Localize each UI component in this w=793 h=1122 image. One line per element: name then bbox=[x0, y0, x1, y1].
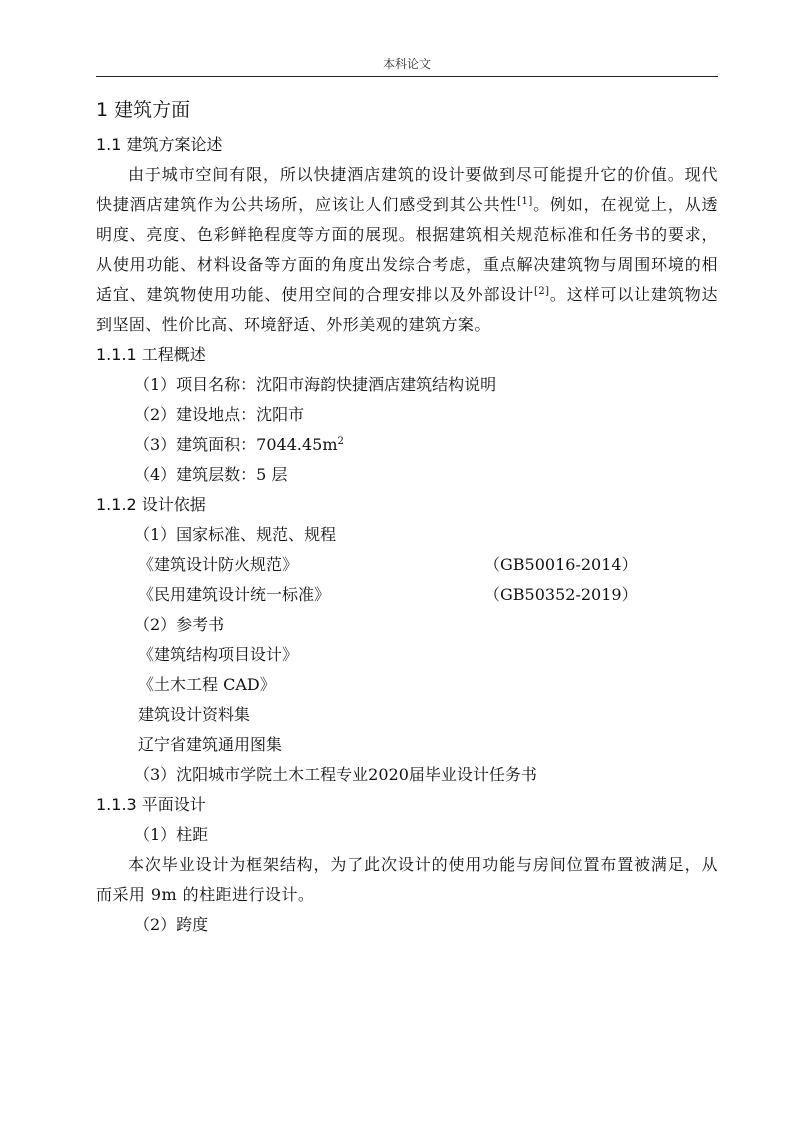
standard-row bbox=[96, 580, 718, 610]
list-item: （1）项目名称：沈阳市海韵快捷酒店建筑结构说明 bbox=[134, 375, 497, 394]
page-content bbox=[96, 90, 718, 940]
standard-name: 《建筑设计防火规范》 bbox=[138, 555, 299, 574]
paragraph-text: 由于城市空间有限，所以快捷酒店建筑的设计要做到尽可能提升它的价值。现代快捷酒店建筑作为公共场所，应该让人们感受到其公共性 bbox=[96, 165, 718, 214]
list-item bbox=[96, 430, 718, 460]
paragraph-text: 。这样可以让建筑物达到坚固、性价比高、环境舒适、外形美观的建筑方案。 bbox=[96, 285, 718, 334]
list-item: （1）国家标准、规范、规程 bbox=[134, 525, 337, 544]
citation-2: [2] bbox=[534, 286, 550, 297]
book-item: 辽宁省建筑通用图集 bbox=[138, 735, 283, 754]
section-heading-1: 1 建筑方面 bbox=[96, 99, 191, 121]
section-heading-1-1-2: 1.1.2 设计依据 bbox=[96, 495, 206, 514]
list-item: （1）柱距 bbox=[134, 825, 209, 844]
list-item: （3）沈阳城市学院土木工程专业2020届毕业设计任务书 bbox=[134, 765, 537, 784]
paragraph-column-spacing: 本次毕业设计为框架结构，为了此次设计的使用功能与房间位置布置被满足，从而采用 9m 的柱距进行设计。 bbox=[96, 855, 718, 904]
book-item: 建筑设计资料集 bbox=[138, 705, 251, 724]
standard-code: （GB50016-2014） bbox=[484, 555, 638, 574]
standard-name: 《民用建筑设计统一标准》 bbox=[138, 585, 331, 604]
list-item: （2）建设地点：沈阳市 bbox=[134, 405, 305, 424]
standard-code: （GB50352-2019） bbox=[484, 585, 638, 604]
list-item-text: （3）建筑面积：7044.45m bbox=[134, 435, 338, 454]
section-heading-1-1-3: 1.1.3 平面设计 bbox=[96, 795, 206, 814]
list-item: （2）跨度 bbox=[134, 915, 209, 934]
book-item: 《建筑结构项目设计》 bbox=[138, 645, 299, 664]
book-item: 《土木工程 CAD》 bbox=[138, 675, 276, 694]
header-divider bbox=[96, 76, 718, 77]
section-heading-1-1-1: 1.1.1 工程概述 bbox=[96, 345, 206, 364]
paragraph-text: 。例如，在视觉上，从透明度、亮度、色彩鲜艳程度等方面的展现。根据建筑相关规范标准和任务书的要求，从使用功能、材料设备等方面的角度出发综合考虑，重点解决建筑物与周围环境的相适宜、建筑物使用功能、使用空间的合理安排以及外部设计 bbox=[96, 195, 718, 304]
paragraph-scheme bbox=[96, 160, 718, 340]
standard-row bbox=[96, 550, 718, 580]
section-heading-1-1: 1.1 建筑方案论述 bbox=[96, 135, 223, 154]
list-item: （4）建筑层数：5 层 bbox=[134, 465, 288, 484]
list-item: （2）参考书 bbox=[134, 615, 225, 634]
superscript: 2 bbox=[337, 436, 344, 447]
citation-1: [1] bbox=[517, 196, 533, 207]
page-header: 本科论文 bbox=[382, 57, 431, 71]
